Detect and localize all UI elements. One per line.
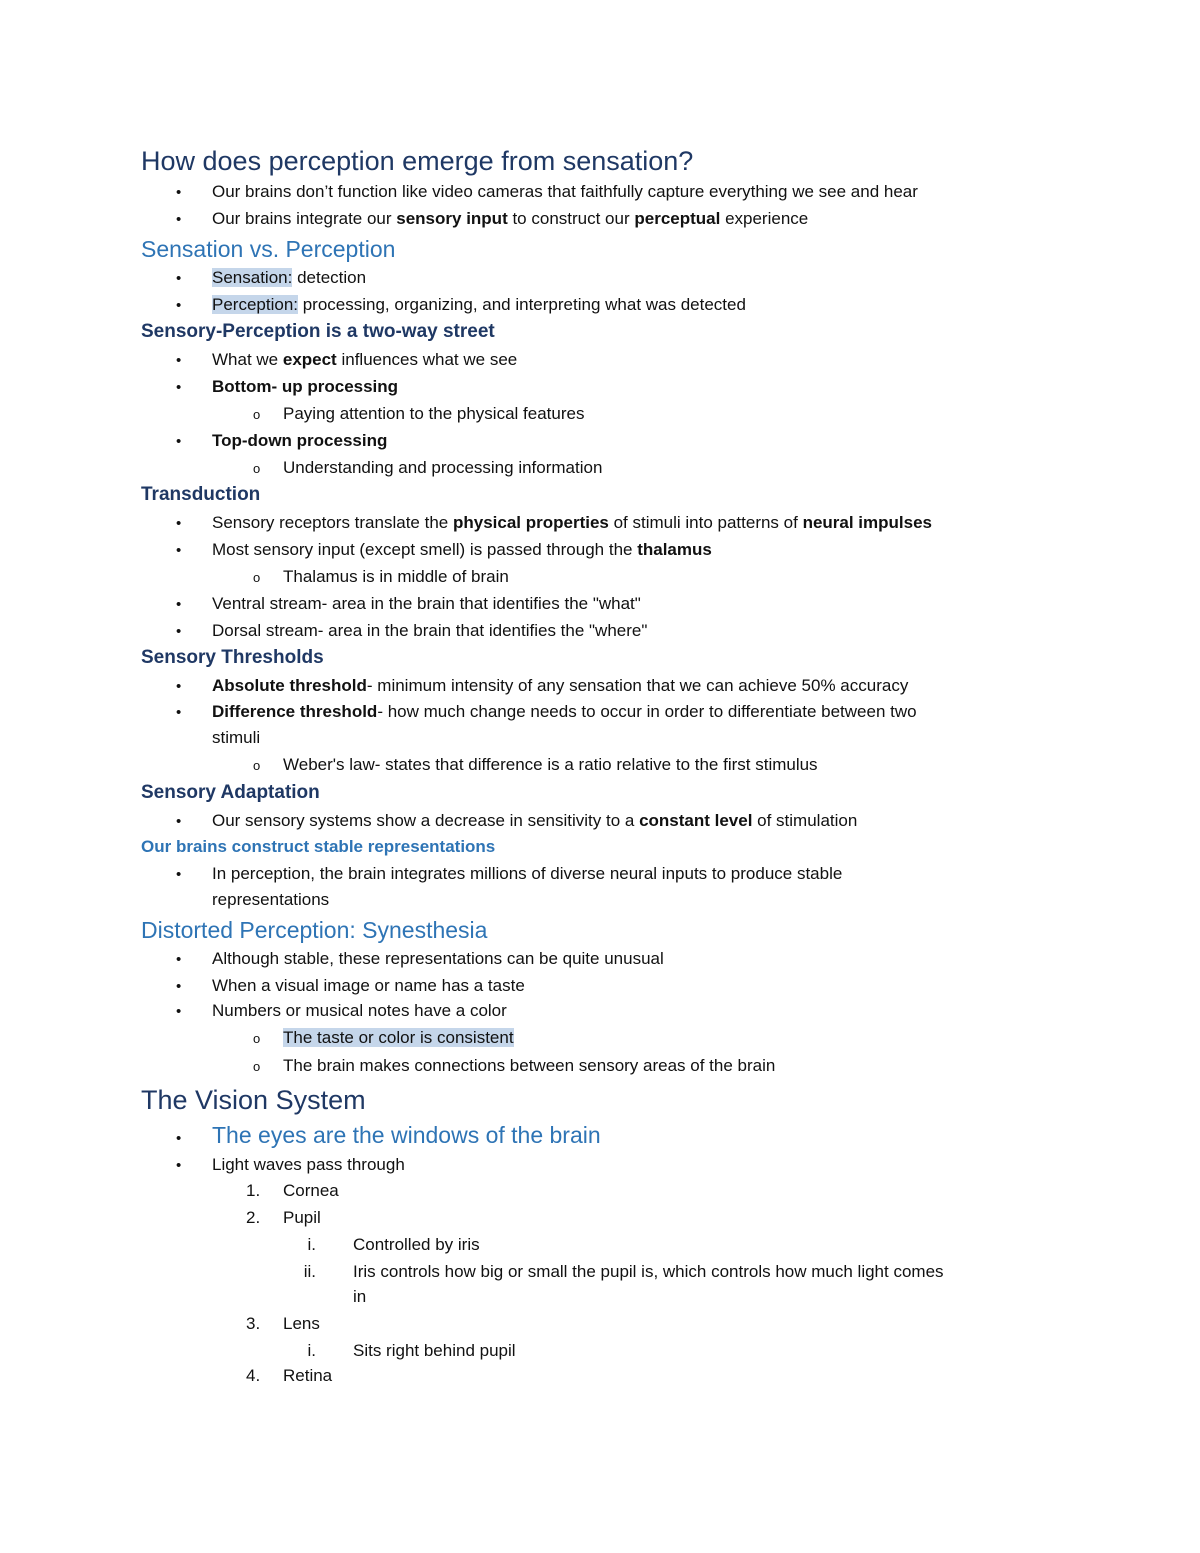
- list-item: • Sensory receptors translate the physical properties of stimuli into patterns of neural impulses: [176, 513, 932, 532]
- highlighted-term: Perception:: [212, 295, 298, 314]
- list-item: • The eyes are the windows of the brain: [176, 1122, 601, 1148]
- bullet-icon: •: [176, 951, 182, 968]
- list-item: • When a visual image or name has a taste: [176, 976, 525, 995]
- heading-vision-system: The Vision System: [141, 1085, 366, 1115]
- bullet-icon: •: [176, 211, 182, 228]
- list-number: 2.: [246, 1208, 261, 1227]
- heading-transduction: Transduction: [141, 484, 261, 505]
- roman-item: Controlled by iris: [353, 1235, 480, 1254]
- heading-stable-representations: Our brains construct stable representations: [141, 837, 496, 856]
- sub-list-item: o Understanding and processing information: [253, 458, 603, 477]
- list-number: 4.: [246, 1366, 261, 1385]
- numbered-item: Lens: [283, 1314, 320, 1333]
- roman-item: Iris controls how big or small the pupil is, which controls how much light comes: [353, 1262, 944, 1281]
- bullet-icon: •: [176, 1157, 182, 1174]
- list-item: • What we expect influences what we see: [176, 350, 518, 369]
- list-number: 3.: [246, 1314, 261, 1333]
- bullet-icon: •: [176, 704, 182, 721]
- bullet-icon: •: [176, 1003, 182, 1020]
- bullet-icon: •: [176, 623, 182, 640]
- circle-bullet-icon: o: [253, 570, 261, 585]
- bullet-icon: •: [176, 352, 182, 369]
- circle-bullet-icon: o: [253, 461, 261, 476]
- bullet-icon: •: [176, 678, 182, 695]
- bullet-icon: •: [176, 297, 182, 314]
- list-item: • Most sensory input (except smell) is passed through the thalamus: [176, 540, 712, 559]
- sub-list-item: [253, 1028, 514, 1048]
- heading-synesthesia: Distorted Perception: Synesthesia: [141, 917, 488, 943]
- bullet-icon: •: [176, 379, 182, 396]
- list-item: • Our brains integrate our sensory input to construct our perceptual experience: [176, 209, 809, 228]
- sub-list-item: o Weber's law- states that difference is a ratio relative to the first stimulus: [253, 755, 818, 774]
- list-item: • Light waves pass through: [176, 1155, 405, 1174]
- list-item-continuation: representations: [212, 890, 330, 909]
- sub-list-item: o Paying attention to the physical features: [253, 404, 585, 423]
- circle-bullet-icon: o: [253, 758, 261, 773]
- list-roman-number: i.: [307, 1235, 316, 1254]
- list-item: • Although stable, these representations can be quite unusual: [176, 949, 664, 968]
- bullet-icon: •: [176, 978, 182, 995]
- list-item: • Bottom- up processing: [176, 377, 399, 396]
- list-item: • Absolute threshold- minimum intensity of any sensation that we can achieve 50% accuracy: [176, 676, 909, 695]
- highlighted-text: The taste or color is consistent: [283, 1028, 514, 1047]
- numbered-item: Retina: [283, 1366, 333, 1385]
- numbered-item: Pupil: [283, 1208, 321, 1227]
- list-item: • Top-down processing: [176, 431, 388, 450]
- bullet-icon: •: [176, 515, 182, 532]
- bullet-icon: •: [176, 270, 182, 287]
- list-item: • Difference threshold- how much change needs to occur in order to differentiate between two: [176, 702, 917, 721]
- list-item-continuation: stimuli: [212, 728, 261, 747]
- heading-perception-emerge: How does perception emerge from sensation?: [141, 146, 694, 176]
- bullet-icon: •: [176, 1130, 182, 1147]
- list-roman-number: ii.: [303, 1262, 316, 1281]
- bullet-icon: •: [176, 184, 182, 201]
- bullet-icon: •: [176, 866, 182, 883]
- circle-bullet-icon: o: [253, 1059, 261, 1074]
- bullet-icon: •: [176, 813, 182, 830]
- heading-sensation-vs-perception: Sensation vs. Perception: [141, 236, 396, 262]
- list-item: • Sensation: detection: [176, 268, 367, 287]
- bullet-icon: •: [176, 596, 182, 613]
- roman-item: Sits right behind pupil: [353, 1341, 516, 1360]
- list-item: • Our brains don’t function like video cameras that faithfully capture everything we see and hear: [176, 182, 918, 201]
- sub-list-item: o The brain makes connections between sensory areas of the brain: [253, 1056, 776, 1075]
- list-roman-number: i.: [307, 1341, 316, 1360]
- list-item: • Dorsal stream- area in the brain that identifies the "where": [176, 621, 648, 640]
- heading-two-way-street: Sensory-Perception is a two-way street: [141, 321, 495, 342]
- circle-bullet-icon: o: [253, 1031, 261, 1046]
- list-item: • Our sensory systems show a decrease in sensitivity to a constant level of stimulation: [176, 811, 858, 830]
- list-number: 1.: [246, 1181, 261, 1200]
- circle-bullet-icon: o: [253, 407, 261, 422]
- list-item: • In perception, the brain integrates millions of diverse neural inputs to produce stable: [176, 864, 843, 883]
- roman-item-continuation: in: [353, 1287, 367, 1306]
- list-item: • Perception: processing, organizing, and interpreting what was detected: [176, 295, 746, 314]
- sub-list-item: o Thalamus is in middle of brain: [253, 567, 509, 586]
- bullet-icon: •: [176, 433, 182, 450]
- bullet-icon: •: [176, 542, 182, 559]
- list-item: • Numbers or musical notes have a color: [176, 1001, 507, 1020]
- highlighted-term: Sensation:: [212, 268, 293, 287]
- numbered-item: Cornea: [283, 1181, 339, 1200]
- list-item: • Ventral stream- area in the brain that identifies the "what": [176, 594, 641, 613]
- heading-sensory-thresholds: Sensory Thresholds: [141, 647, 324, 668]
- heading-sensory-adaptation: Sensory Adaptation: [141, 782, 320, 803]
